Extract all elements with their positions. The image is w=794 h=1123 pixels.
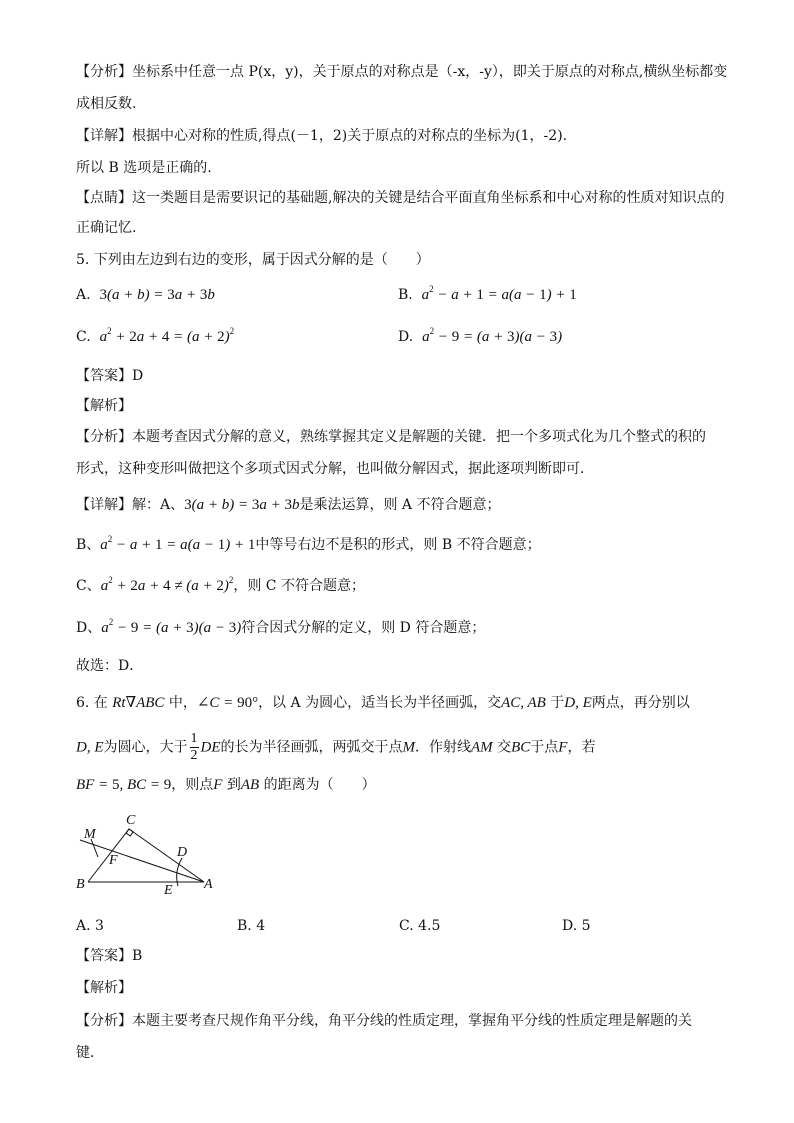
q6-analysis-line1: 【分析】本题主要考查尺规作角平分线，角平分线的性质定理，掌握角平分线的性质定理是解题的关 [76, 1013, 692, 1029]
segment-ca [129, 829, 204, 882]
q6-stem-line1: 6. 在 Rt∇ABC 中，∠C = 90°，以 A 为圆心，适当长为半径画弧，交AC, AB 于D, E两点，再分别以 [76, 695, 690, 711]
p4-detail: 【详解】根据中心对称的性质,得点(－1，2)关于原点的对称点的坐标为(1，-2). [76, 128, 568, 144]
p4-analysis-line1: 【分析】坐标系中任意一点 P(x，y)，关于原点的对称点是（-x，-y），即关于原点的对称点,横纵坐标都变 [76, 64, 728, 80]
q5-detail-d: D、$a^2 - 9 = (a + 3)(a - 3)$符合因式分解的定义，则 D 符合题意； [76, 617, 486, 636]
q5-detail-b: B、$a^2 - a + 1 = a(a - 1) + 1$中等号右边不是积的形式，则 B 不符合题意； [76, 534, 541, 553]
q5-option-c: C. $a^2 + 2a + 4 = (a + 2)^2$ [76, 326, 235, 345]
label-c: C [126, 813, 136, 828]
q6-option-c: C. 4.5 [399, 918, 441, 934]
q6-option-d: D. 5 [562, 918, 591, 934]
q6-answer: 【答案】B [76, 948, 143, 964]
q5-answer: 【答案】D [76, 368, 144, 384]
q6-option-a: A. 3 [76, 918, 104, 934]
label-m: M [84, 827, 96, 842]
q6-option-b: B. 4 [237, 918, 266, 934]
q6-analysis-line2: 键． [76, 1045, 104, 1061]
p4-comment-line1: 【点睛】这一类题目是需要识记的基础题,解决的关键是结合平面直角坐标系和中心对称的性质对知识点的 [76, 190, 725, 206]
q5-choice: 故选：D． [76, 658, 144, 674]
q6-jiexi-heading: 【解析】 [76, 980, 132, 996]
p4-comment-line2: 正确记忆. [76, 220, 137, 236]
p4-conclusion: 所以 B 选项是正确的. [76, 160, 212, 176]
label-d: D [177, 845, 188, 860]
label-e: E [164, 883, 173, 898]
q5-option-a: A. 3(a + b) = 3a + 3b [76, 287, 215, 303]
label-a: A [204, 877, 213, 892]
q5-detail-a: 【详解】解：A、3(a + b) = 3a + 3b是乘法运算，则 A 不符合题意； [76, 497, 501, 513]
triangle-figure [76, 812, 226, 902]
q5-analysis-line1: 【分析】本题考查因式分解的意义，熟练掌握其定义是解题的关键．把一个多项式化为几个整式的积的 [76, 429, 706, 445]
label-b: B [76, 877, 85, 892]
q5-stem: 5. 下列由左边到右边的变形，属于因式分解的是（ ） [76, 252, 430, 268]
q5-jiexi-heading: 【解析】 [76, 398, 132, 414]
q5-analysis-line2: 形式，这种变形叫做把这个多项式因式分解，也叫做分解因式，据此逐项判断即可． [76, 461, 594, 477]
p4-analysis-line2: 成相反数. [76, 96, 137, 112]
q6-stem-line2: D, E为圆心，大于 $\frac{1}{2}$ DE的长为半径画弧，两弧交于点M．作射线AM 交BC于点F，若 [76, 731, 596, 763]
q5-detail-c: C、$a^2 + 2a + 4 \ne (a + 2)^2$，则 C 不符合题意； [76, 575, 365, 594]
q6-stem-line3: BF = 5, BC = 9，则点F 到AB 的距离为（ ） [76, 777, 376, 793]
label-f: F [109, 853, 118, 868]
q5-option-b: B. $a^2 - a + 1 = a(a - 1) + 1$ [398, 284, 577, 303]
q5-option-d: D. $a^2 - 9 = (a + 3)(a - 3)$ [398, 326, 563, 345]
